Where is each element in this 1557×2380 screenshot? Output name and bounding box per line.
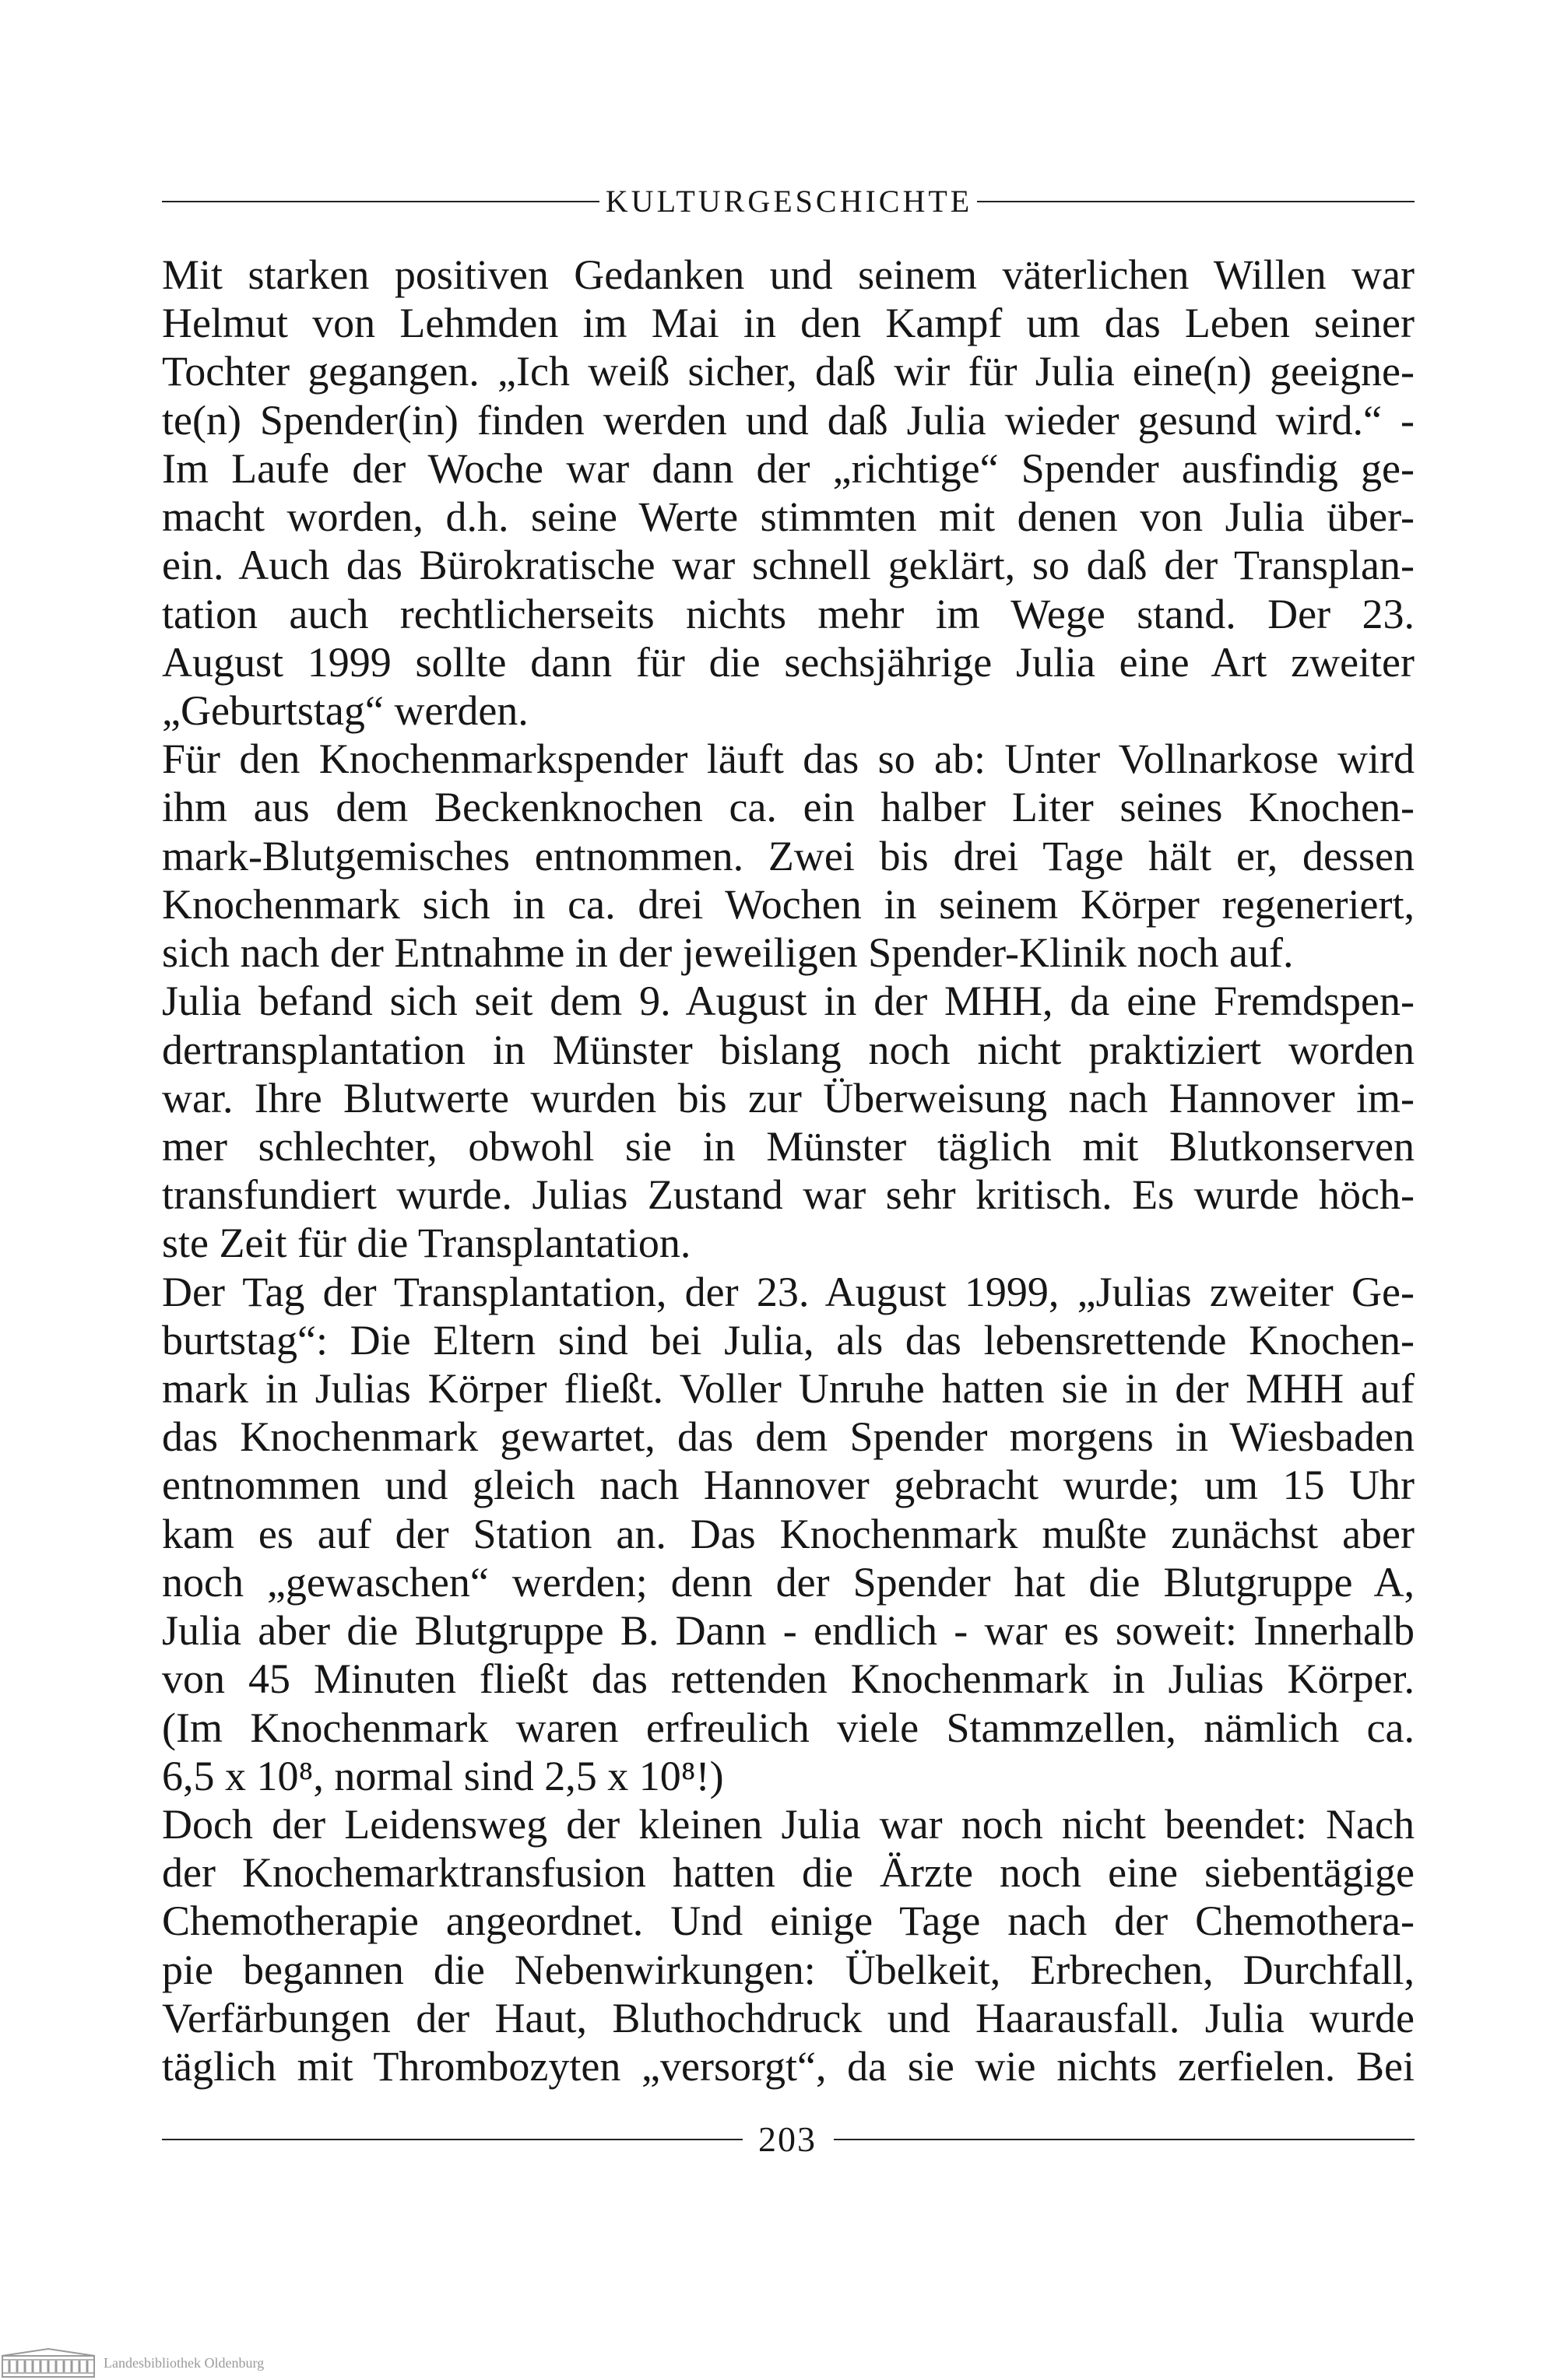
paragraph [162, 977, 1415, 1267]
body-line: te(n) Spender(in) finden werden und daß Julia wieder gesund wird.“ - [162, 396, 1415, 444]
body-line: „Geburtstag“ werden. [162, 686, 529, 734]
body-line: Verfärbungen der Haut, Bluthochdruck und Haarausfall. Julia wurde [162, 1994, 1415, 2041]
body-line: Julia befand sich seit dem 9. August in der MHH, da eine Fremdspen- [162, 978, 1415, 1025]
body-line: Für den Knochenmarkspender läuft das so ab: Unter Vollnarkose wird [162, 735, 1415, 783]
body-line: transfundiert wurde. Julias Zustand war sehr kritisch. Es wurde höch- [162, 1171, 1415, 1219]
header-rule-left [162, 201, 599, 202]
library-watermark [0, 2346, 264, 2380]
body-line: Helmut von Lehmden im Mai in den Kampf um das Leben seiner [162, 300, 1415, 347]
footer-rule-right [834, 2139, 1415, 2140]
body-line: das Knochenmark gewartet, das dem Spender morgens in Wiesbaden [162, 1413, 1415, 1461]
body-line: mark-Blutgemisches entnommen. Zwei bis drei Tage hält er, dessen [162, 832, 1415, 879]
logo-roof [2, 2349, 95, 2356]
body-line: 6,5 x 10⁸, normal sind 2,5 x 10⁸!) [162, 1752, 724, 1799]
paragraph [162, 1800, 1415, 2090]
paragraph [162, 735, 1415, 977]
body-line: ste Zeit für die Transplantation. [162, 1220, 691, 1267]
body-line: ein. Auch das Bürokratische war schnell geklärt, so daß der Transplan- [162, 542, 1415, 589]
body-line: war. Ihre Blutwerte wurden bis zur Überweisung nach Hannover im- [162, 1074, 1415, 1122]
body-line: kam es auf der Station an. Das Knochenmark mußte zunächst aber [162, 1510, 1415, 1557]
body-line: sich nach der Entnahme in der jeweiligen Spender-Klinik noch auf. [162, 929, 1294, 977]
body-line: Mit starken positiven Gedanken und seinem väterlichen Willen war [162, 251, 1415, 298]
body-line: mer schlechter, obwohl sie in Münster täglich mit Blutkonserven [162, 1122, 1415, 1170]
body-line: (Im Knochenmark waren erfreulich viele Stammzellen, nämlich ca. [162, 1704, 1415, 1751]
library-logo-icon [0, 2347, 97, 2378]
body-line: macht worden, d.h. seine Werte stimmten mit denen von Julia über- [162, 493, 1415, 541]
body-line: pie begannen die Nebenwirkungen: Übelkeit, Erbrechen, Durchfall, [162, 1946, 1415, 1993]
body-line: entnommen und gleich nach Hannover gebracht wurde; um 15 Uhr [162, 1462, 1415, 1509]
body-line: täglich mit Thrombozyten „versorgt“, da sie wie nichts zerfielen. Bei [162, 2043, 1415, 2090]
body-line: Chemotherapie angeordnet. Und einige Tage nach der Chemothera- [162, 1897, 1415, 1945]
header-rule-right [977, 201, 1415, 202]
body-line: Doch der Leidensweg der kleinen Julia war noch nicht beendet: Nach [162, 1801, 1415, 1848]
section-title: KULTURGESCHICHTE [605, 184, 973, 219]
body-line: tation auch rechtlicherseits nichts mehr im Wege stand. Der 23. [162, 590, 1415, 637]
paragraph [162, 1268, 1415, 1800]
body-line: Tochter gegangen. „Ich weiß sicher, daß wir für Julia eine(n) geeigne- [162, 348, 1415, 395]
body-line: Knochenmark sich in ca. drei Wochen in seinem Körper regeneriert, [162, 880, 1415, 928]
body-line: noch „gewaschen“ werden; denn der Spender hat die Blutgruppe A, [162, 1558, 1415, 1606]
paragraph [162, 251, 1415, 735]
footer-rule-left [162, 2139, 743, 2140]
body-line: Im Laufe der Woche war dann der „richtige“ Spender ausfindig ge- [162, 444, 1415, 492]
logo-facade [2, 2356, 94, 2377]
body-line: der Knochemarktransfusion hatten die Ärzte noch eine siebentägige [162, 1849, 1415, 1897]
page-footer [162, 2120, 1415, 2159]
body-line: Der Tag der Transplantation, der 23. August 1999, „Julias zweiter Ge- [162, 1268, 1415, 1315]
page-number: 203 [758, 2119, 817, 2159]
library-name: Landesbibliothek Oldenburg [104, 2355, 265, 2371]
body-line: August 1999 sollte dann für die sechsjährige Julia eine Art zweiter [162, 638, 1415, 686]
body-line: von 45 Minuten fließt das rettenden Knochenmark in Julias Körper. [162, 1655, 1415, 1703]
running-header [162, 183, 1415, 220]
body-line: dertransplantation in Münster bislang noch nicht praktiziert worden [162, 1026, 1415, 1073]
body-line: burtstag“: Die Eltern sind bei Julia, als das lebensrettende Knochen- [162, 1316, 1415, 1364]
body-line: mark in Julias Körper fließt. Voller Unruhe hatten sie in der MHH auf [162, 1365, 1415, 1413]
body-text [162, 251, 1415, 2090]
body-line: Julia aber die Blutgruppe B. Dann - endlich - war es soweit: Innerhalb [162, 1607, 1415, 1655]
body-line: ihm aus dem Beckenknochen ca. ein halber Liter seines Knochen- [162, 784, 1415, 831]
